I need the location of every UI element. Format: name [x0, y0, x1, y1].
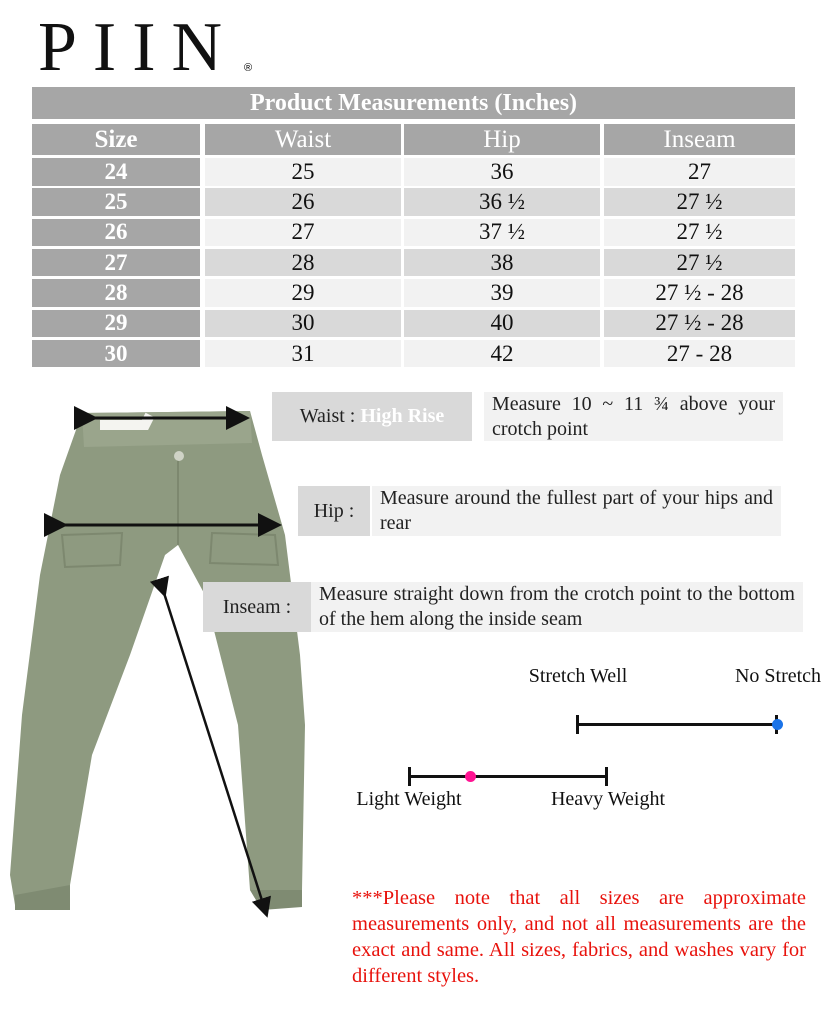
no-stretch-label: No Stretch [734, 665, 822, 687]
cell-inseam: 27 ½ - 28 [604, 310, 795, 338]
inseam-description: Measure straight down from the crotch point to the bottom of the hem along the inside seam [311, 582, 803, 632]
disclaimer-note: ***Please note that all sizes are approximate measurements only, and not all measurements are the exact and same. All sizes, fabrics, and washes vary for different styles. [352, 887, 806, 987]
cell-hip: 36 ½ [404, 188, 600, 216]
cell-size: 27 [32, 249, 200, 277]
light-weight-label: Light Weight [356, 788, 462, 810]
inseam-label: Inseam : [203, 582, 311, 632]
cell-waist: 27 [205, 219, 401, 247]
cell-waist: 25 [205, 158, 401, 186]
cell-inseam: 27 ½ [604, 249, 795, 277]
waist-label: Waist : [299, 405, 356, 427]
cell-waist: 26 [205, 188, 401, 216]
header-size: Size [32, 124, 200, 155]
cell-size: 28 [32, 279, 200, 307]
registered-mark: ® [244, 62, 253, 74]
header-waist: Waist [205, 124, 401, 155]
cell-waist: 31 [205, 340, 401, 368]
inseam-arrow [164, 593, 266, 913]
cell-inseam: 27 - 28 [604, 340, 795, 368]
cell-hip: 42 [404, 340, 600, 368]
brand-logo: PIIN [38, 9, 239, 86]
cell-size: 29 [32, 310, 200, 338]
weight-indicator-dot [465, 771, 476, 782]
header-inseam: Inseam [604, 124, 795, 155]
cell-size: 26 [32, 219, 200, 247]
hip-description: Measure around the fullest part of your hips and rear [372, 486, 781, 536]
waist-description: Measure 10 ~ 11 ¾ above your crotch point [484, 392, 783, 441]
rise-label: High Rise [360, 405, 445, 427]
header-hip: Hip [404, 124, 600, 155]
cell-size: 30 [32, 340, 200, 368]
measurement-arrows [0, 395, 310, 935]
cell-waist: 30 [205, 310, 401, 338]
cell-inseam: 27 ½ [604, 219, 795, 247]
table-title: Product Measurements (Inches) [32, 87, 795, 119]
cell-hip: 38 [404, 249, 600, 277]
waist-label-box [272, 392, 472, 441]
stretch-indicator-dot [772, 719, 783, 730]
heavy-weight-label: Heavy Weight [550, 788, 666, 810]
cell-hip: 40 [404, 310, 600, 338]
cell-inseam: 27 [604, 158, 795, 186]
cell-size: 24 [32, 158, 200, 186]
cell-inseam: 27 ½ - 28 [604, 279, 795, 307]
cell-hip: 36 [404, 158, 600, 186]
cell-hip: 39 [404, 279, 600, 307]
cell-inseam: 27 ½ [604, 188, 795, 216]
stretch-scale [577, 714, 777, 734]
cell-size: 25 [32, 188, 200, 216]
weight-scale [409, 766, 607, 786]
cell-waist: 29 [205, 279, 401, 307]
stretch-well-label: Stretch Well [528, 665, 628, 687]
cell-hip: 37 ½ [404, 219, 600, 247]
hip-label: Hip : [298, 486, 370, 536]
cell-waist: 28 [205, 249, 401, 277]
